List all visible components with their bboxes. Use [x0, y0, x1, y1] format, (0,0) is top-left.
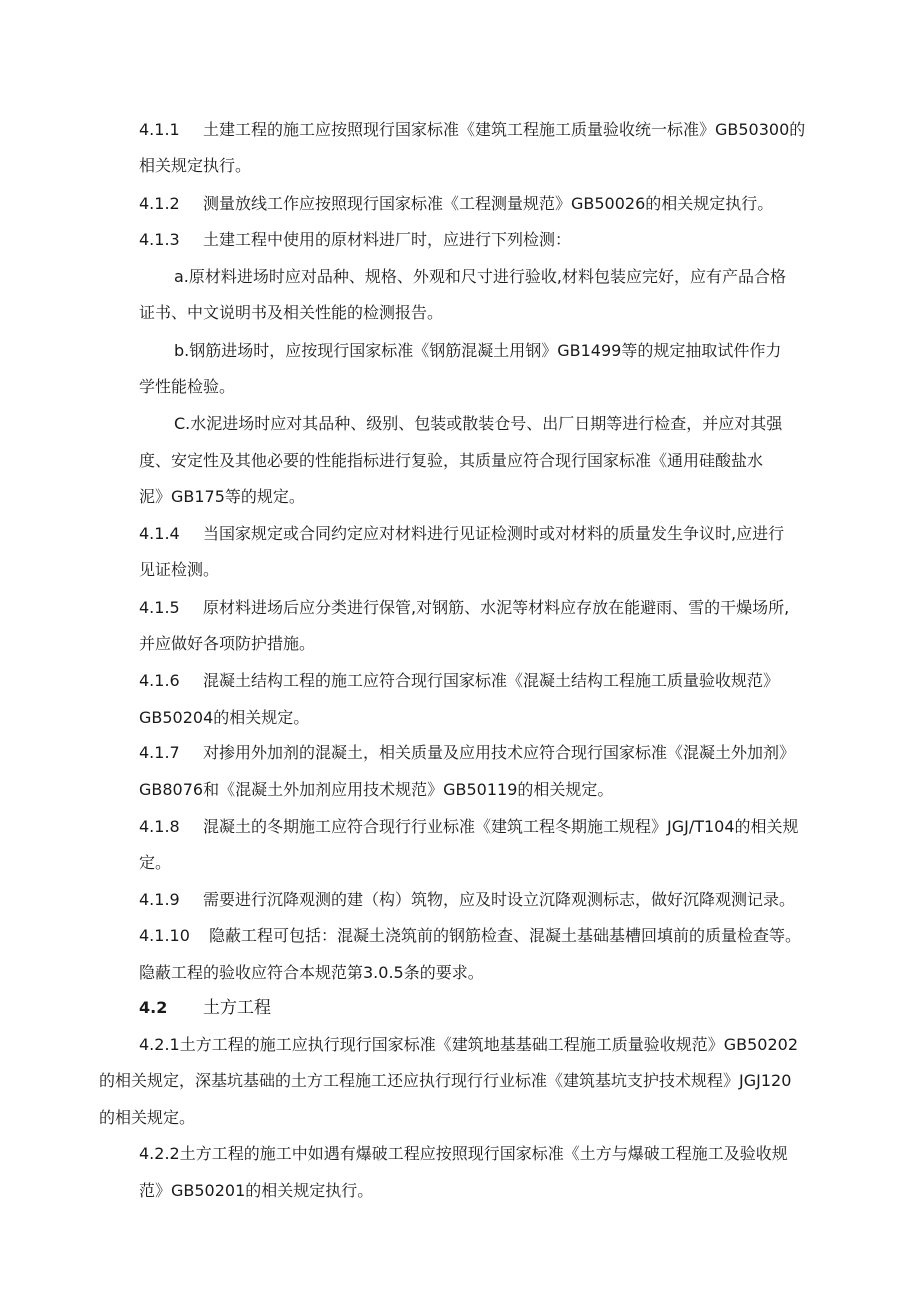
- clause-text: 原材料进场后应分类进行保管,对钢筋、水泥等材料应存放在能避雨、雪的干燥场所,: [203, 598, 790, 617]
- clause-number: 4.1.6: [139, 671, 180, 690]
- clause-number: 4.1.7: [139, 743, 180, 762]
- clause-4-1-5-line-1: [139, 597, 789, 619]
- clause-4-1-5-line-2: 并应做好各项防护措施。: [139, 634, 316, 653]
- clause-4-1-7-line-1: [139, 742, 795, 764]
- clause-4-1-8-line-1: [139, 816, 799, 838]
- section-heading: [139, 997, 271, 1019]
- clause-4-2-2-line-1: [139, 1143, 788, 1165]
- clause-text: 需要进行沉降观测的建（构）筑物，应及时设立沉降观测标志，做好沉降观测记录。: [203, 890, 796, 909]
- clause-4-2-1-line-3: 的相关规定。: [99, 1108, 196, 1127]
- clause-text: 测量放线工作应按照现行国家标准《工程测量规范》GB50026的相关规定执行。: [203, 194, 774, 213]
- clause-text: 对掺用外加剂的混凝土，相关质量及应用技术应符合现行国家标准《混凝土外加剂》: [203, 743, 796, 762]
- clause-4-1-6-line-1: [139, 670, 779, 692]
- clause-4-1-1-line-1: [139, 119, 805, 141]
- item-c-line-1: C.水泥进场时应对其品种、级别、包装或散装仓号、出厂日期等进行检查，并应对其强: [174, 414, 783, 433]
- clause-4-1-2-line-1: [139, 193, 773, 215]
- clause-4-1-4-line-1: [139, 523, 784, 545]
- clause-text: 土建工程中使用的原材料进厂时，应进行下列检测：: [203, 230, 572, 249]
- clause-number: 4.2.2: [139, 1144, 180, 1163]
- item-c-line-2: 度、安定性及其他必要的性能指标进行复验，其质量应符合现行国家标准《通用硅酸盐水: [139, 451, 764, 470]
- clause-4-1-6-line-2: GB50204的相关规定。: [139, 708, 310, 727]
- clause-number: 4.1.4: [139, 524, 180, 543]
- item-c-line-3: 泥》GB175等的规定。: [139, 487, 305, 506]
- item-b-line-1: b.钢筋进场时，应按现行国家标准《钢筋混凝土用钢》GB1499等的规定抽取试件作力: [174, 341, 782, 360]
- clause-4-1-10-line-1: [139, 925, 801, 947]
- clause-number: 4.1.8: [139, 817, 180, 836]
- clause-text: 隐蔽工程可包括：混凝土浇筑前的钢筋检查、混凝土基础基槽回填前的质量检查等。: [209, 926, 802, 945]
- clause-number: 4.1.9: [139, 890, 180, 909]
- section-number: 4.2: [139, 998, 168, 1017]
- clause-4-1-8-line-2: 定。: [139, 853, 172, 872]
- clause-4-2-2-line-2: 范》GB50201的相关规定执行。: [139, 1181, 374, 1200]
- clause-4-2-1-line-2: 的相关规定，深基坑基础的土方工程施工还应执行现行行业标准《建筑基坑支护技术规程》JGJ120: [99, 1071, 792, 1090]
- clause-number: 4.2.1: [139, 1035, 180, 1054]
- item-a-line-2: 证书、中文说明书及相关性能的检测报告。: [139, 303, 444, 322]
- clause-text: 土方工程的施工应执行现行国家标准《建筑地基基础工程施工质量验收规范》GB50202: [179, 1035, 798, 1054]
- clause-number: 4.1.1: [139, 120, 180, 139]
- clause-text: 混凝土的冬期施工应符合现行行业标准《建筑工程冬期施工规程》JGJ/T104的相关规: [203, 817, 799, 836]
- clause-number: 4.1.3: [139, 230, 180, 249]
- clause-number: 4.1.5: [139, 598, 180, 617]
- clause-4-1-10-line-2: 隐蔽工程的验收应符合本规范第3.0.5条的要求。: [139, 963, 484, 982]
- clause-text: 土建工程的施工应按照现行国家标准《建筑工程施工质量验收统一标准》GB50300的: [203, 120, 806, 139]
- clause-4-2-1-line-1: [139, 1034, 798, 1056]
- clause-text: 混凝土结构工程的施工应符合现行国家标准《混凝土结构工程施工质量验收规范》: [203, 671, 780, 690]
- clause-4-1-7-line-2: GB8076和《混凝土外加剂应用技术规范》GB50119的相关规定。: [139, 780, 614, 799]
- clause-4-1-4-line-2: 见证检测。: [139, 560, 220, 579]
- section-title: 土方工程: [203, 998, 271, 1018]
- item-b-line-2: 学性能检验。: [139, 377, 236, 396]
- clause-number: 4.1.2: [139, 194, 180, 213]
- clause-4-1-3-line-1: [139, 229, 571, 251]
- item-a-line-1: a.原材料进场时应对品种、规格、外观和尺寸进行验收,材料包装应完好，应有产品合格: [174, 267, 786, 286]
- clause-text: 当国家规定或合同约定应对材料进行见证检测时或对材料的质量发生争议时,应进行: [203, 524, 785, 543]
- clause-number: 4.1.10: [139, 926, 190, 945]
- clause-text: 土方工程的施工中如遇有爆破工程应按照现行国家标准《土方与爆破工程施工及验收规: [179, 1144, 788, 1163]
- clause-4-1-9-line-1: [139, 889, 795, 911]
- clause-4-1-1-line-2: 相关规定执行。: [139, 156, 252, 175]
